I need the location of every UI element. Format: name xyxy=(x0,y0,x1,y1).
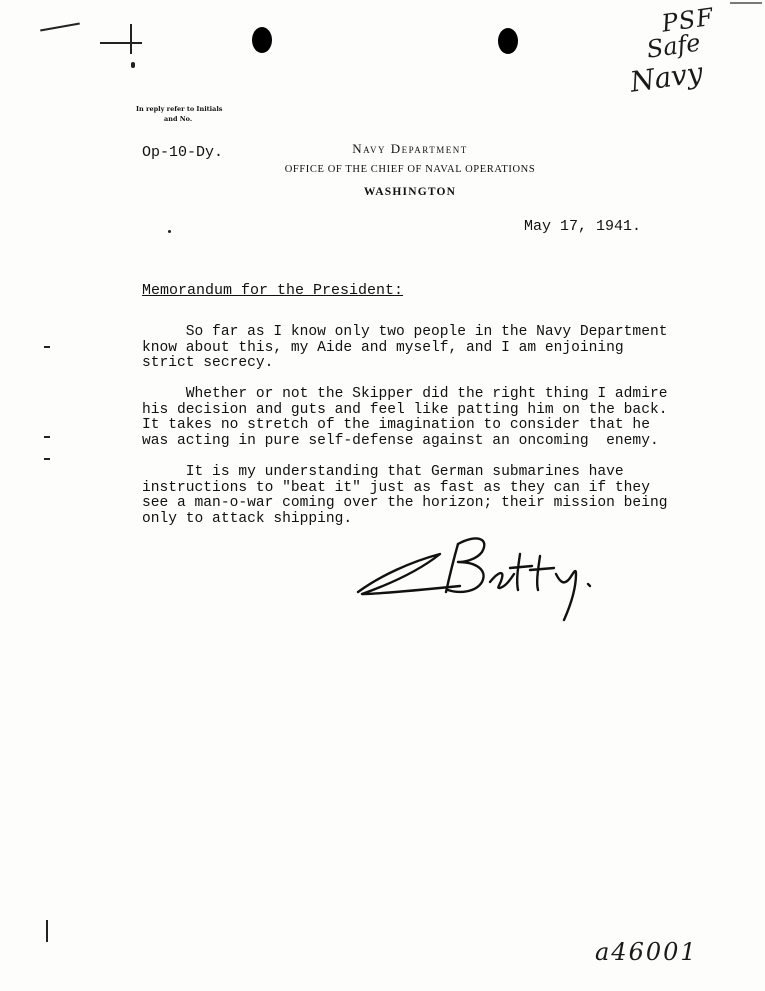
stray-pen-mark xyxy=(40,23,80,32)
memo-paragraph: It is my understanding that German submarines have instructions to "beat it" just as fast as they can if they see a man-o-war coming over the horizon; their mission being only to attack shipping. xyxy=(142,464,668,527)
archive-number: a46001 xyxy=(595,938,698,966)
reply-note-line: and No. xyxy=(164,115,193,123)
memo-date: May 17, 1941. xyxy=(524,218,642,235)
office-name: OFFICE OF THE CHIEF OF NAVAL OPERATIONS xyxy=(284,164,536,175)
memo-paragraph: So far as I know only two people in the Navy Department know about this, my Aide and myself, and I am enjoining strict secrecy. xyxy=(142,324,668,371)
memo-paragraph: Whether or not the Skipper did the right thing I admire his decision and guts and feel like patting him on the back. It takes no stretch of the imagination to consider that he was acting in pure self-defense against an oncoming enemy. xyxy=(142,386,668,449)
punch-hole xyxy=(498,28,518,54)
stray-pen-mark xyxy=(131,62,135,68)
city-name: WASHINGTON xyxy=(363,186,457,198)
margin-mark xyxy=(44,458,50,460)
stray-pen-mark xyxy=(130,24,132,54)
handwritten-note-navy: Navy xyxy=(628,55,705,99)
stray-dot xyxy=(168,230,171,233)
handwritten-note-safe: Safe xyxy=(645,28,703,64)
margin-mark xyxy=(46,920,48,942)
department-name: Navy Department xyxy=(352,141,468,156)
reply-reference-note xyxy=(136,104,246,124)
stray-pen-mark xyxy=(100,42,142,44)
handwritten-signature xyxy=(350,528,610,628)
punch-hole xyxy=(252,27,272,53)
margin-mark xyxy=(44,436,50,438)
file-code: Op-10-Dy. xyxy=(142,144,224,161)
scan-edge-mark xyxy=(730,2,762,4)
margin-mark xyxy=(44,346,50,348)
memo-heading: Memorandum for the President: xyxy=(142,282,404,299)
reply-note-line: In reply refer to Initials xyxy=(136,105,223,113)
handwritten-note-psf: PSF xyxy=(660,2,716,38)
